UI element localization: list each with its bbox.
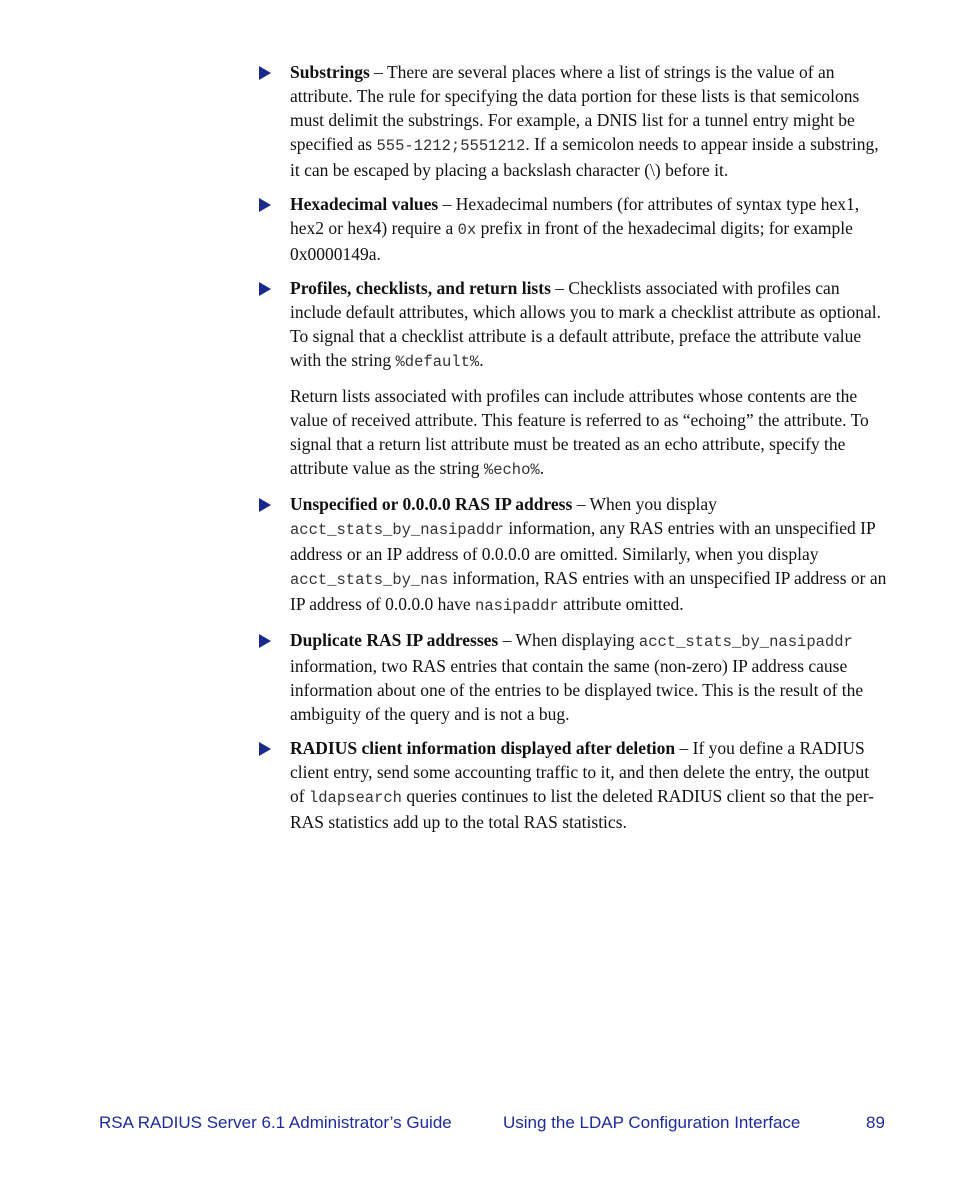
list-item-radius-client-deletion [257, 736, 887, 834]
list-item-unspecified-ras-ip [257, 492, 887, 618]
item-title: Unspecified or 0.0.0.0 RAS IP address [290, 494, 573, 514]
text-run: queries continues to list the deleted RADIUS client so that the per-RAS statistics add up to the total RAS statistics. [290, 786, 875, 832]
list-item-profiles-checklists [257, 276, 887, 482]
text-run: . If a semicolon needs to appear inside a substring, it can be escaped by placing a backslash character (\) before it. [290, 134, 879, 180]
code-run: acct_stats_by_nasipaddr [638, 633, 853, 651]
text-run: prefix in front of the hexadecimal digits; for example 0x0000149a. [290, 218, 853, 264]
item-title: Substrings [290, 62, 370, 82]
item-title: RADIUS client information displayed after deletion [290, 738, 676, 758]
text-run: information, RAS entries with an unspecified IP address or an IP address of 0.0.0.0 have [290, 568, 887, 614]
bullet-list [257, 60, 887, 844]
triangle-bullet-icon [259, 742, 271, 756]
item-title: Hexadecimal values [290, 194, 439, 214]
text-run: – When displaying [498, 630, 639, 650]
text-run: Return lists associated with profiles can include attributes whose contents are the value of received attribute. This feature is referred to as “echoing” the attribute. To signal that a return list attribute must be treated as an echo attribute, specify the attribute value as the string [290, 386, 869, 478]
code-run: 0x [457, 221, 477, 239]
item-title: Profiles, checklists, and return lists [290, 278, 551, 298]
item-paragraph [290, 276, 887, 374]
item-paragraph [290, 628, 887, 726]
triangle-bullet-icon [259, 634, 271, 648]
text-run: information, two RAS entries that contain the same (non-zero) IP address cause information about one of the entries to be displayed twice. This is the result of the ambiguity of the query and is not a bug. [290, 656, 864, 724]
footer-guide-title: RSA RADIUS Server 6.1 Administrator’s Guide [99, 1113, 452, 1132]
footer-page-number: 89 [866, 1113, 885, 1132]
code-run: %echo% [483, 461, 540, 479]
item-paragraph [290, 736, 887, 834]
page-footer [0, 1113, 954, 1137]
triangle-bullet-icon [259, 498, 271, 512]
text-run: – When you display [572, 494, 717, 514]
item-paragraph-2 [290, 384, 887, 482]
code-run: acct_stats_by_nasipaddr [290, 521, 504, 539]
code-run: ldapsearch [308, 789, 402, 807]
triangle-bullet-icon [259, 282, 271, 296]
text-run: attribute omitted. [558, 594, 684, 614]
item-paragraph [290, 60, 887, 182]
list-item-duplicate-ras-ip [257, 628, 887, 726]
triangle-bullet-icon [259, 198, 271, 212]
text-run: information, any RAS entries with an unspecified IP address or an IP address of 0.0.0.0 are omitted. Similarly, when you display [290, 518, 876, 564]
code-run: acct_stats_by_nas [290, 571, 449, 589]
text-run: – Hexadecimal numbers (for attributes of syntax type hex1, hex2 or hex4) require a [290, 194, 860, 238]
text-run: – If you define a RADIUS client entry, send some accounting traffic to it, and then delete the entry, the output of [290, 738, 870, 806]
text-run: – There are several places where a list of strings is the value of an attribute. The rule for specifying the data portion for these lists is that semicolons must delimit the substrings. For example, a DNIS list for a tunnel entry might be specified as [290, 62, 860, 154]
text-run: . [479, 350, 484, 370]
text-run: . [539, 458, 545, 478]
item-title: Duplicate RAS IP addresses [290, 630, 499, 650]
footer-chapter-title: Using the LDAP Configuration Interface [503, 1113, 801, 1132]
text-run: – Checklists associated with profiles can include default attributes, which allows you to mark a checklist attribute as optional. To signal that a checklist attribute is a default attribute, preface the attribute value with the string [290, 278, 881, 370]
code-run: 555-1212;5551212 [376, 137, 526, 155]
triangle-bullet-icon [259, 66, 271, 80]
item-paragraph [290, 192, 887, 266]
item-paragraph [290, 492, 887, 618]
code-run: nasipaddr [475, 597, 559, 615]
code-run: %default% [395, 353, 480, 371]
list-item-hexadecimal-values [257, 192, 887, 266]
list-item-substrings [257, 60, 887, 182]
